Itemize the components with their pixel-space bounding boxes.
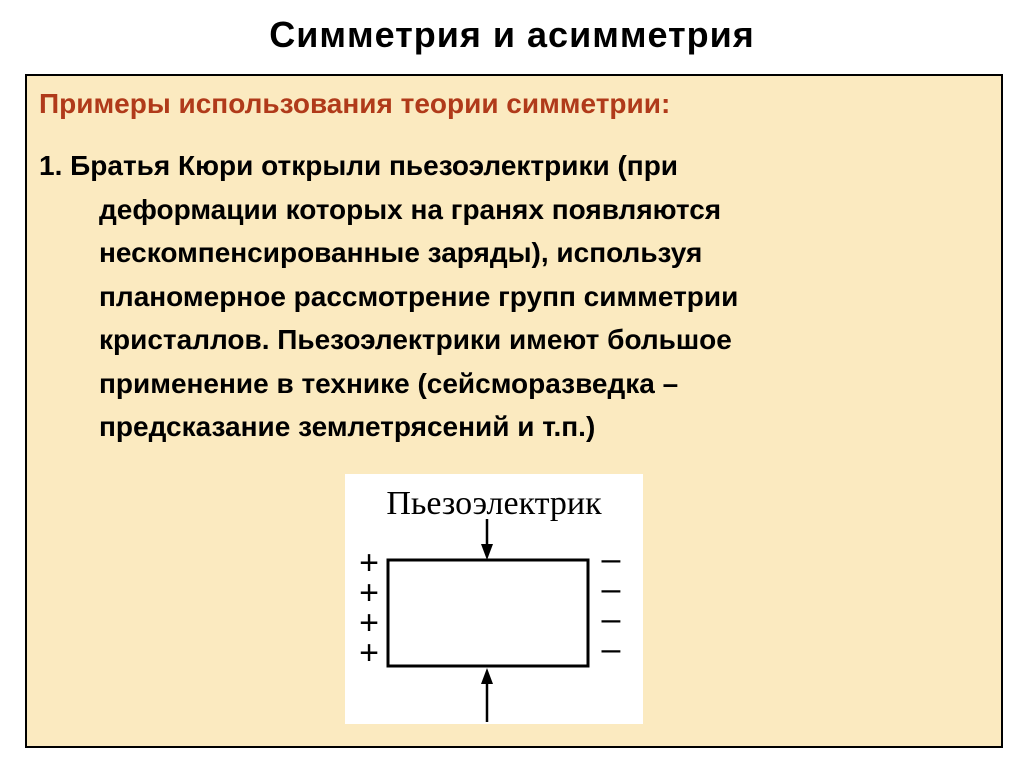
positive-charge: +: [359, 544, 379, 582]
figure-label: Пьезоэлектрик: [386, 485, 602, 522]
paragraph-line-5: кристаллов. Пьезоэлектрики имеют большое: [99, 324, 732, 355]
top-arrow-head-icon: [481, 544, 493, 560]
paragraph-line-1-text: Братья Кюри открыли пьезоэлектрики (при: [70, 150, 679, 181]
paragraph-line-3: нескомпенсированные заряды), используя: [99, 237, 703, 268]
crystal-rectangle: [388, 560, 588, 666]
bottom-arrow-head-icon: [481, 668, 493, 684]
list-item: [39, 144, 939, 449]
negative-charge: –: [601, 600, 621, 638]
paragraph-line-1: [39, 144, 939, 188]
positive-charge: +: [359, 574, 379, 612]
paragraph-line-7: предсказание землетрясений и т.п.): [99, 411, 596, 442]
item-number: 1.: [39, 150, 63, 181]
positive-charge: +: [359, 634, 379, 672]
piezoelectric-svg: [345, 474, 643, 724]
paragraph-line-6: применение в технике (сейсморазведка –: [99, 367, 679, 399]
paragraph-line-2: деформации которых на гранях появляются: [99, 193, 722, 225]
paragraph-line-4: планомерное рассмотрение групп симметрии: [99, 280, 739, 312]
slide-title: Симметрия и асимметрия: [269, 14, 755, 55]
negative-charge: –: [601, 540, 621, 578]
negative-charge: –: [601, 630, 621, 668]
negative-charge: –: [601, 570, 621, 608]
section-subtitle: Примеры использования теории симметрии:: [39, 88, 671, 119]
content-box: [25, 74, 1003, 748]
piezoelectric-diagram: [345, 474, 643, 724]
positive-charge: +: [359, 604, 379, 642]
